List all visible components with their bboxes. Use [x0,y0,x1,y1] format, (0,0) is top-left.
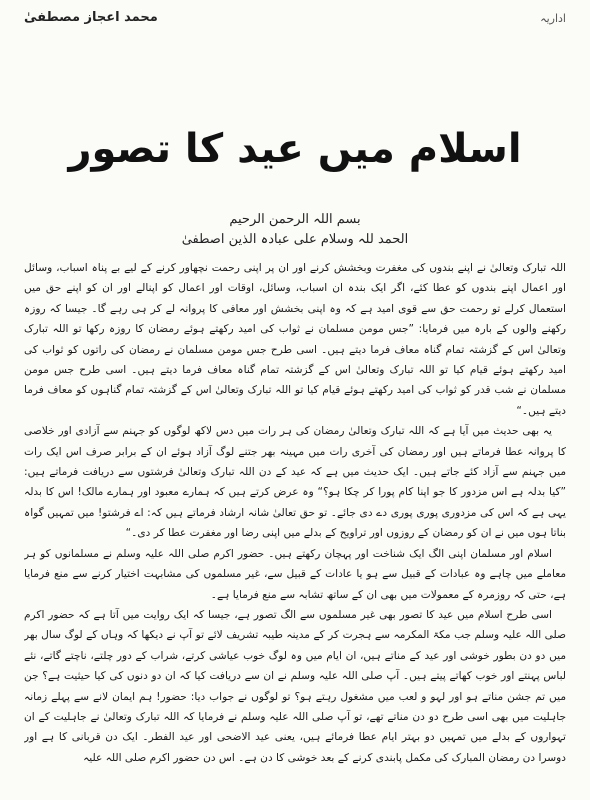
paragraph-4: اسی طرح اسلام میں عید کا تصور بھی غیر مسلموں سے الگ تصور ہے، جیسا کہ ایک روایت میں آتا ہے کہ حضور اکرم صلی اللہ علیہ وسلم جب مکۃ المکرمہ سے ہجرت کر کے مدینہ طیبہ تشریف لائے تو آپ نے دیکھا کہ وہاں کے لوگ سال بھر میں دو دن بطور خوشی اور عید کے مناتے ہیں، ان ایام میں وہ لوگ خوب عیاشی کرتے، شراب کے دور چلتے، ناچتے گاتے، نئے لباس پہنتے اور خوب کھاتے پیتے ہیں۔ آپ صلی اللہ علیہ وسلم نے ان سے دریافت کیا کہ ان دو دنوں کی کیا حیثیت ہے؟ جن میں تم جشن مناتے ہو اور لہو و لعب میں مشغول رہتے ہو؟ تو لوگوں نے جواب دیا: حضور! ہم ایمان لانے سے پہلے زمانہ جاہلیت میں بھی اسی طرح دو دن مناتے تھے، تو آپ صلی اللہ علیہ وسلم نے فرمایا کہ اللہ تبارک وتعالیٰ نے جاہلیت کے ان تہواروں کے بدلے میں تمہیں دو بہتر ایام عطا فرمائے ہیں، یعنی عید الاضحی اور عید الفطر۔ ایک دن قربانی کا ہے اور دوسرا دن رمضان المبارک کی مکمل پابندی کرنے کے بعد خوشی کا دن ہے۔ اس دن حضور اکرم صلی اللہ علیہ [24,608,566,764]
section-label: اداریہ [540,12,566,25]
paragraph-2: یہ بھی حدیث میں آیا ہے کہ اللہ تبارک وتعالیٰ رمضان کی ہر رات میں دس لاکھ لوگوں کو جہنم سے آزادی اور خلاصی کا پروانہ عطا فرماتے ہیں اور رمضان کی آخری رات میں مہینہ بھر جتنے لوگ آزاد ہوئے ان کے برابر صرف اس ایک رات میں جہنم سے آزاد کئے جاتے ہیں۔ ایک حدیث میں ہے کہ عید کے دن اللہ تبارک وتعالیٰ فرشتوں سے دریافت فرماتے ہیں: ”کیا بدلہ ہے اس مزدور کا جو اپنا کام پورا کر چکا ہو؟“ وہ عرض کرتے ہیں کہ ہمارے معبود اور ہمارے مالک! اس کا بدلہ یہی ہے کہ اس کی مزدوری پوری پوری دے دی جائے۔ تو حق تعالیٰ شانہ ارشاد فرماتے ہیں کہ: اے فرشتو! میں تمہیں گواہ بناتا ہوں میں نے ان کو رمضان کے روزوں اور تراویح کے بدلے میں اپنی رضا اور مغفرت عطا کر دی۔“ [24,425,566,540]
bismillah: بسم اللہ الرحمن الرحیم [229,212,361,227]
author-name: محمد اعجاز مصطفیٰ [24,10,158,25]
hamd-line: الحمد للہ وسلام علی عبادہ الذین اصطفیٰ [181,232,409,247]
paragraph-3: اسلام اور مسلمان اپنی الگ ایک شناخت اور پہچان رکھتے ہیں۔ حضور اکرم صلی اللہ علیہ وسلم نے مسلمانوں کو ہر معاملے میں چاہے وہ عبادات کے قبیل سے ہو یا عادات کے قبیل سے، غیر مسلموں کی مشابہت اختیار کرنے سے منع فرمایا ہے، حتی کہ روزمرہ کے معمولات میں بھی ان کے ساتھ تشابہ سے منع فرمایا ہے۔ [24,547,566,601]
article-body [24,258,566,794]
article-title: اسلام میں عید کا تصور [68,126,522,172]
paragraph-1: اللہ تبارک وتعالیٰ نے اپنے بندوں کی مغفرت وبخشش کرنے اور ان پر اپنی رحمت نچھاور کرنے کے لیے بے پناہ اسباب، وسائل اور اعمال اپنے بندوں کو عطا کئے، اگر ایک بندہ ان اسباب، وسائل، اوقات اور اعمال کو اپنالے اور ان کو اپنے حق میں استعمال کرلے تو رحمت حق سے قوی امید ہے کہ وہ اپنی بخشش اور معافی کا پروانہ لے کر ہی رہے گا۔ جیسا کہ روزہ رکھنے والوں کے بارہ میں فرمایا: ”جس مومن مسلمان نے ثواب کی امید رکھتے ہوئے رمضان کا روزہ رکھا تو اللہ تبارک وتعالیٰ اس کے گزشتہ تمام گناہ معاف فرما دیتے ہیں۔ اسی طرح جس مومن مسلمان نے رمضان کی راتوں کو ثواب کی امید رکھتے ہوئے قیام کیا تو اللہ تبارک وتعالیٰ اس کے گزشتہ تمام گناہ معاف فرما دیتے ہیں۔ اسی طرح جس مومن مسلمان نے شب قدر کو ثواب کی امید رکھتے ہوئے قیام کیا تو اللہ تبارک وتعالیٰ اس کے گزشتہ تمام گناہوں کو معاف فرما دیتے ہیں۔“ [24,262,566,417]
